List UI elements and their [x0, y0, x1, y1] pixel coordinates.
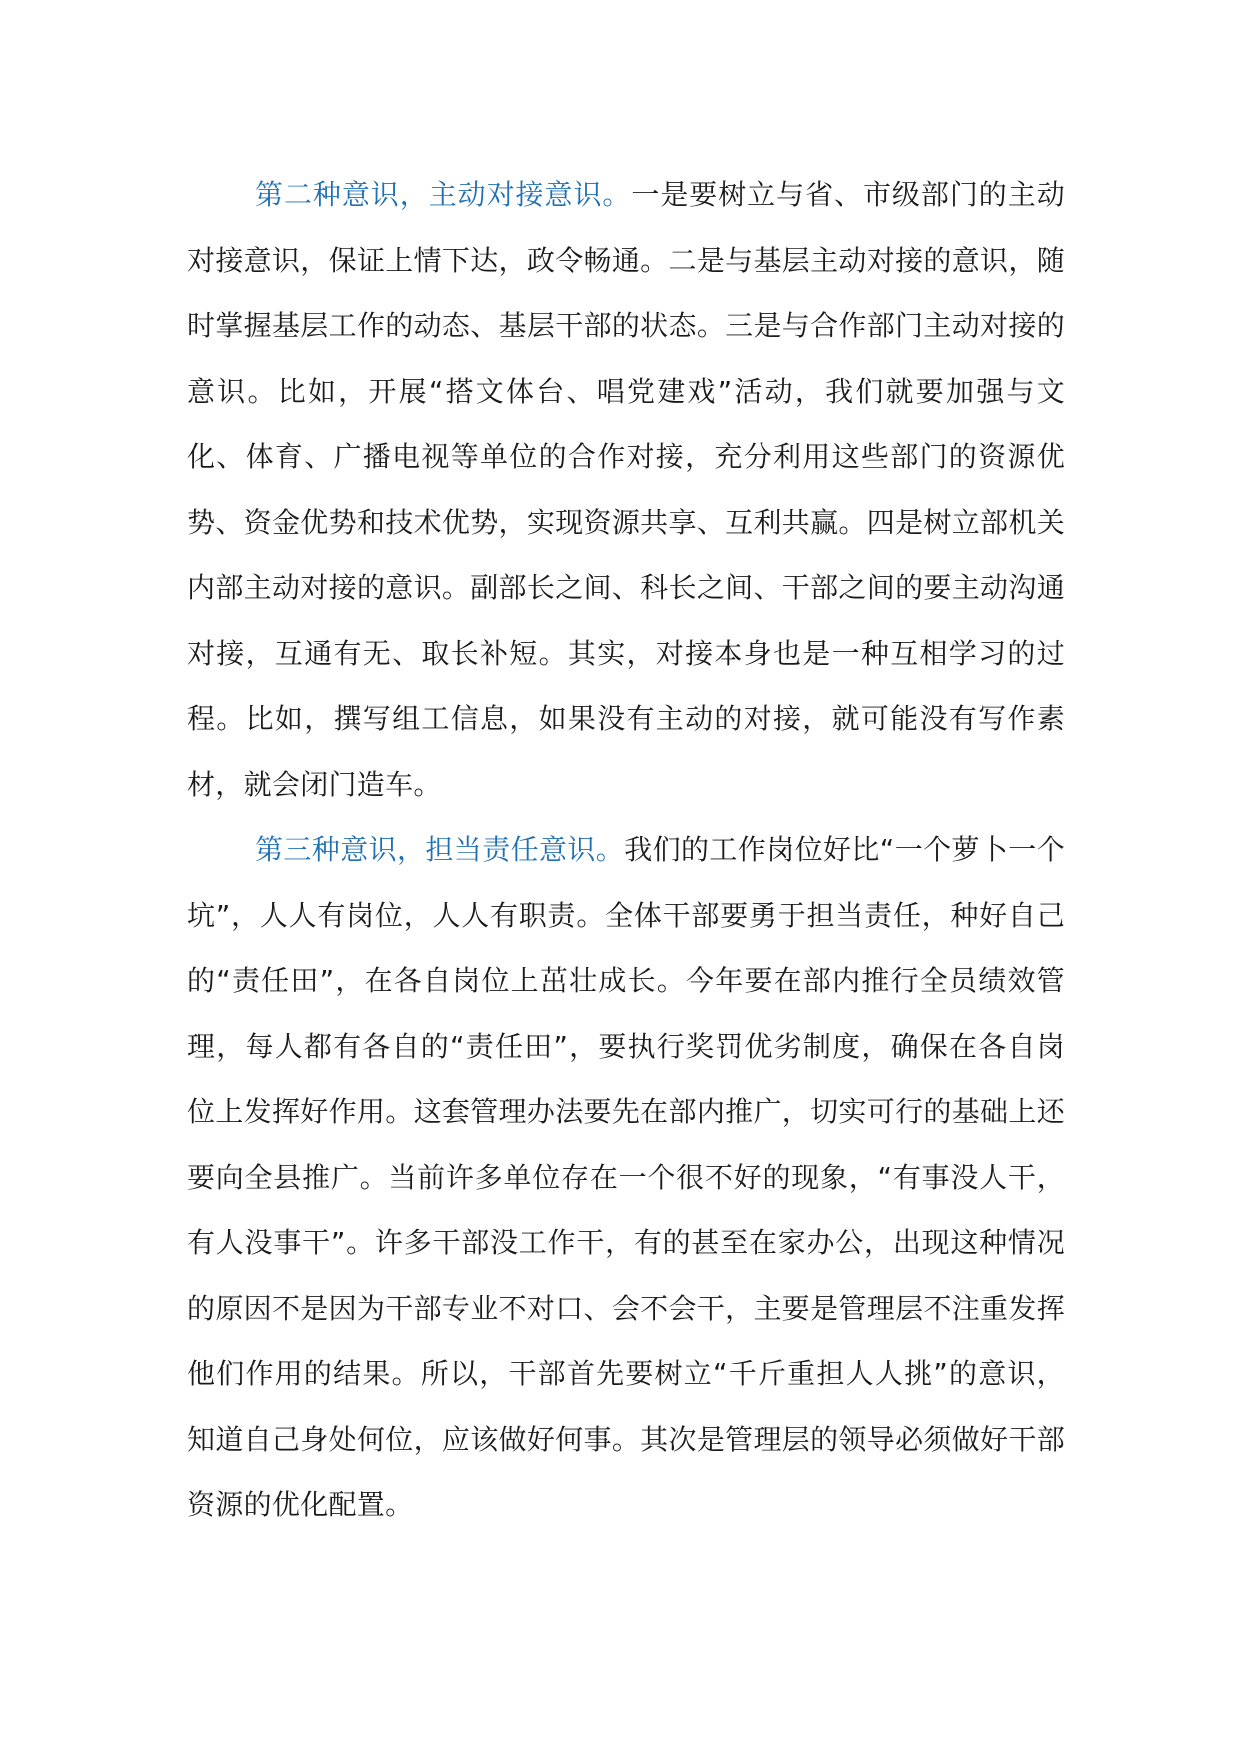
section-heading: 第三种意识，担当责任意识。 — [255, 833, 625, 866]
paragraph-third-awareness — [187, 817, 1065, 1538]
section-heading: 第二种意识，主动对接意识。 — [255, 178, 632, 211]
paragraph-second-awareness — [187, 162, 1065, 817]
document-body — [187, 162, 1065, 1538]
paragraph-text: 一是要树立与省、市级部门的主动对接意识，保证上情下达，政令畅通。二是与基层主动对接的意识，随时掌握基层工作的动态、基层干部的状态。三是与合作部门主动对接的意识。比如，开展“搭文体台、唱党建戏”活动，我们就要加强与文化、体育、广播电视等单位的合作对接，充分利用这些部门的资源优势、资金优势和技术优势，实现资源共享、互利共赢。四是树立部机关内部主动对接的意识。副部长之间、科长之间、干部之间的要主动沟通对接，互通有无、取长补短。其实，对接本身也是一种互相学习的过程。比如，撰写组工信息，如果没有主动的对接，就可能没有写作素材，就会闭门造车。 — [187, 178, 1065, 801]
paragraph-text: 我们的工作岗位好比“一个萝卜一个坑”，人人有岗位，人人有职责。全体干部要勇于担当责任，种好自己的“责任田”，在各自岗位上茁壮成长。今年要在部内推行全员绩效管理，每人都有各自的“责任田”，要执行奖罚优劣制度，确保在各自岗位上发挥好作用。这套管理办法要先在部内推广，切实可行的基础上还要向全县推广。当前许多单位存在一个很不好的现象，“有事没人干，有人没事干”。许多干部没工作干，有的甚至在家办公，出现这种情况的原因不是因为干部专业不对口、会不会干，主要是管理层不注重发挥他们作用的结果。所以，干部首先要树立“千斤重担人人挑”的意识，知道自己身处何位，应该做好何事。其次是管理层的领导必须做好干部资源的优化配置。 — [187, 833, 1066, 1521]
